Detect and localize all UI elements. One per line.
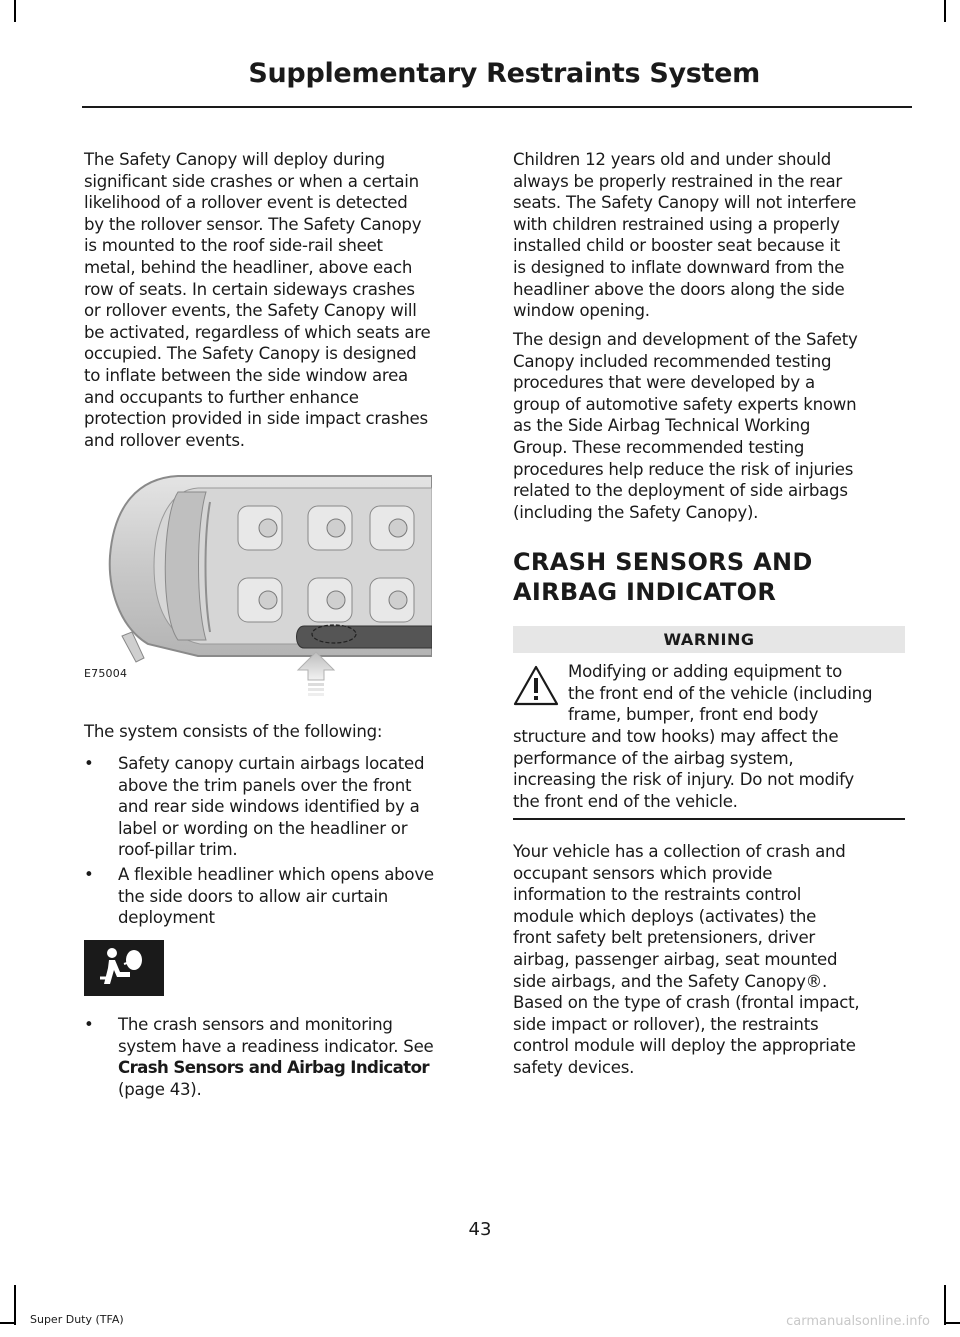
footer-model: Super Duty (TFA) <box>30 1313 124 1326</box>
text-line: and occupants to further enhance <box>84 387 359 407</box>
crop-mark <box>0 1322 14 1324</box>
children-paragraph <box>513 149 913 322</box>
text-line: side airbags, and the Safety Canopy®. <box>513 971 828 991</box>
text-line: The Safety Canopy will deploy during <box>84 150 385 169</box>
text-line: seats. The Safety Canopy will not interfere <box>513 193 857 213</box>
text-line: structure and tow hooks) may affect the <box>513 727 839 746</box>
text-line: The crash sensors and monitoring <box>118 1015 393 1034</box>
text-line: A flexible headliner which opens above <box>118 865 434 884</box>
text-line: group of automotive safety experts known <box>513 394 857 414</box>
warning-label: WARNING <box>513 626 905 653</box>
system-intro: The system consists of the following: <box>84 722 383 741</box>
text-line: deployment <box>118 908 215 928</box>
warning-text <box>513 726 913 812</box>
bullet-item <box>84 864 484 930</box>
warning-text-indented <box>568 661 908 726</box>
intro-paragraph <box>84 149 484 451</box>
text-line: protection provided in side impact crashes <box>84 409 428 429</box>
text-line: Group. These recommended testing <box>513 437 805 457</box>
text-line: headliner above the doors along the side <box>513 279 845 299</box>
text-line: above the trim panels over the front <box>118 775 412 795</box>
text-line: procedures that were developed by a <box>513 373 815 393</box>
text-line: to inflate between the side window area <box>84 365 408 385</box>
text-line: occupied. The Safety Canopy is designed <box>84 344 417 364</box>
text-line: be activated, regardless of which seats are <box>84 322 431 342</box>
text-line: significant side crashes or when a certain <box>84 171 419 191</box>
text-line: and rear side windows identified by a <box>118 797 420 817</box>
bullet-text <box>118 753 424 861</box>
text-line: with children restrained using a properly <box>513 214 840 234</box>
section-heading: CRASH SENSORS AND <box>513 548 813 576</box>
text-line: The design and development of the Safety <box>513 330 858 349</box>
page-reference[interactable]: (page 43). <box>118 1079 202 1099</box>
text-line: procedures help reduce the risk of injuries <box>513 459 854 479</box>
text-line: Modifying or adding equipment to <box>568 662 843 681</box>
text-line: the side doors to allow air curtain <box>118 886 389 906</box>
design-paragraph <box>513 329 913 523</box>
sensors-paragraph <box>513 841 913 1079</box>
bullet-dot: • <box>84 754 94 773</box>
text-line: Children 12 years old and under should <box>513 150 832 169</box>
crop-mark <box>14 1285 16 1325</box>
airbag-warning-icon <box>84 940 164 996</box>
text-line: is mounted to the roof side-rail sheet <box>84 236 383 256</box>
title-rule <box>82 106 912 108</box>
vehicle-canopy-illustration <box>108 466 432 696</box>
watermark: carmanualsonline.info <box>786 1314 930 1329</box>
crop-mark <box>946 1322 960 1324</box>
text-line: Based on the type of crash (frontal impact, <box>513 993 860 1013</box>
text-line: label or wording on the headliner or <box>118 818 408 838</box>
text-line: window opening. <box>513 301 650 321</box>
text-line: increasing the risk of injury. Do not modify <box>513 770 854 790</box>
airbag-icon-glyph <box>84 940 164 996</box>
text-line: Canopy included recommended testing <box>513 351 832 371</box>
text-line: occupant sensors which provide <box>513 863 773 883</box>
text-line: as the Side Airbag Technical Working <box>513 416 811 436</box>
text-line: always be properly restrained in the rear <box>513 171 842 191</box>
bullet-item <box>84 753 484 863</box>
text-line: the front end of the vehicle. <box>513 791 738 811</box>
bullet-dot: • <box>84 865 94 884</box>
text-line: frame, bumper, front end body <box>568 705 819 725</box>
text-line: performance of the airbag system, <box>513 748 794 768</box>
page-title: Supplementary Restraints System <box>248 58 760 89</box>
text-line: safety devices. <box>513 1057 635 1077</box>
crop-mark <box>14 0 16 22</box>
text-line: and rollover events. <box>84 430 245 450</box>
warning-rule <box>513 818 905 820</box>
text-line: or rollover events, the Safety Canopy will <box>84 301 417 321</box>
crop-mark <box>944 1285 946 1325</box>
text-line: roof-pillar trim. <box>118 840 238 860</box>
text-line: the front end of the vehicle (including <box>568 683 873 703</box>
bullet-text <box>118 864 434 929</box>
text-line: Safety canopy curtain airbags located <box>118 754 425 773</box>
page-number: 43 <box>468 1219 492 1240</box>
cross-reference-link[interactable]: Crash Sensors and Airbag Indicator <box>118 1058 429 1078</box>
bullet-item <box>84 1014 484 1102</box>
warning-triangle-icon <box>513 664 559 706</box>
text-line: front safety belt pretensioners, driver <box>513 928 815 948</box>
text-line: related to the deployment of side airbags <box>513 481 848 501</box>
text-line: metal, behind the headliner, above each <box>84 257 413 277</box>
section-heading: AIRBAG INDICATOR <box>513 578 777 606</box>
bullet-text <box>118 1014 434 1100</box>
text-line: side impact or rollover), the restraints <box>513 1014 819 1034</box>
text-line: row of seats. In certain sideways crashes <box>84 279 415 299</box>
text-line: is designed to inflate downward from the <box>513 257 845 277</box>
figure-code: E75004 <box>84 667 128 680</box>
text-line: likelihood of a rollover event is detected <box>84 193 408 213</box>
crop-mark <box>944 0 946 22</box>
text-line: information to the restraints control <box>513 885 802 905</box>
text-line: system have a readiness indicator. See <box>118 1036 434 1056</box>
text-line: control module will deploy the appropriate <box>513 1036 856 1056</box>
bullet-dot: • <box>84 1015 94 1034</box>
text-line: installed child or booster seat because it <box>513 236 840 256</box>
text-line: airbag, passenger airbag, seat mounted <box>513 949 838 969</box>
text-line: by the rollover sensor. The Safety Canopy <box>84 214 422 234</box>
text-line: Your vehicle has a collection of crash and <box>513 842 846 861</box>
text-line: module which deploys (activates) the <box>513 906 817 926</box>
text-line: (including the Safety Canopy). <box>513 502 759 522</box>
